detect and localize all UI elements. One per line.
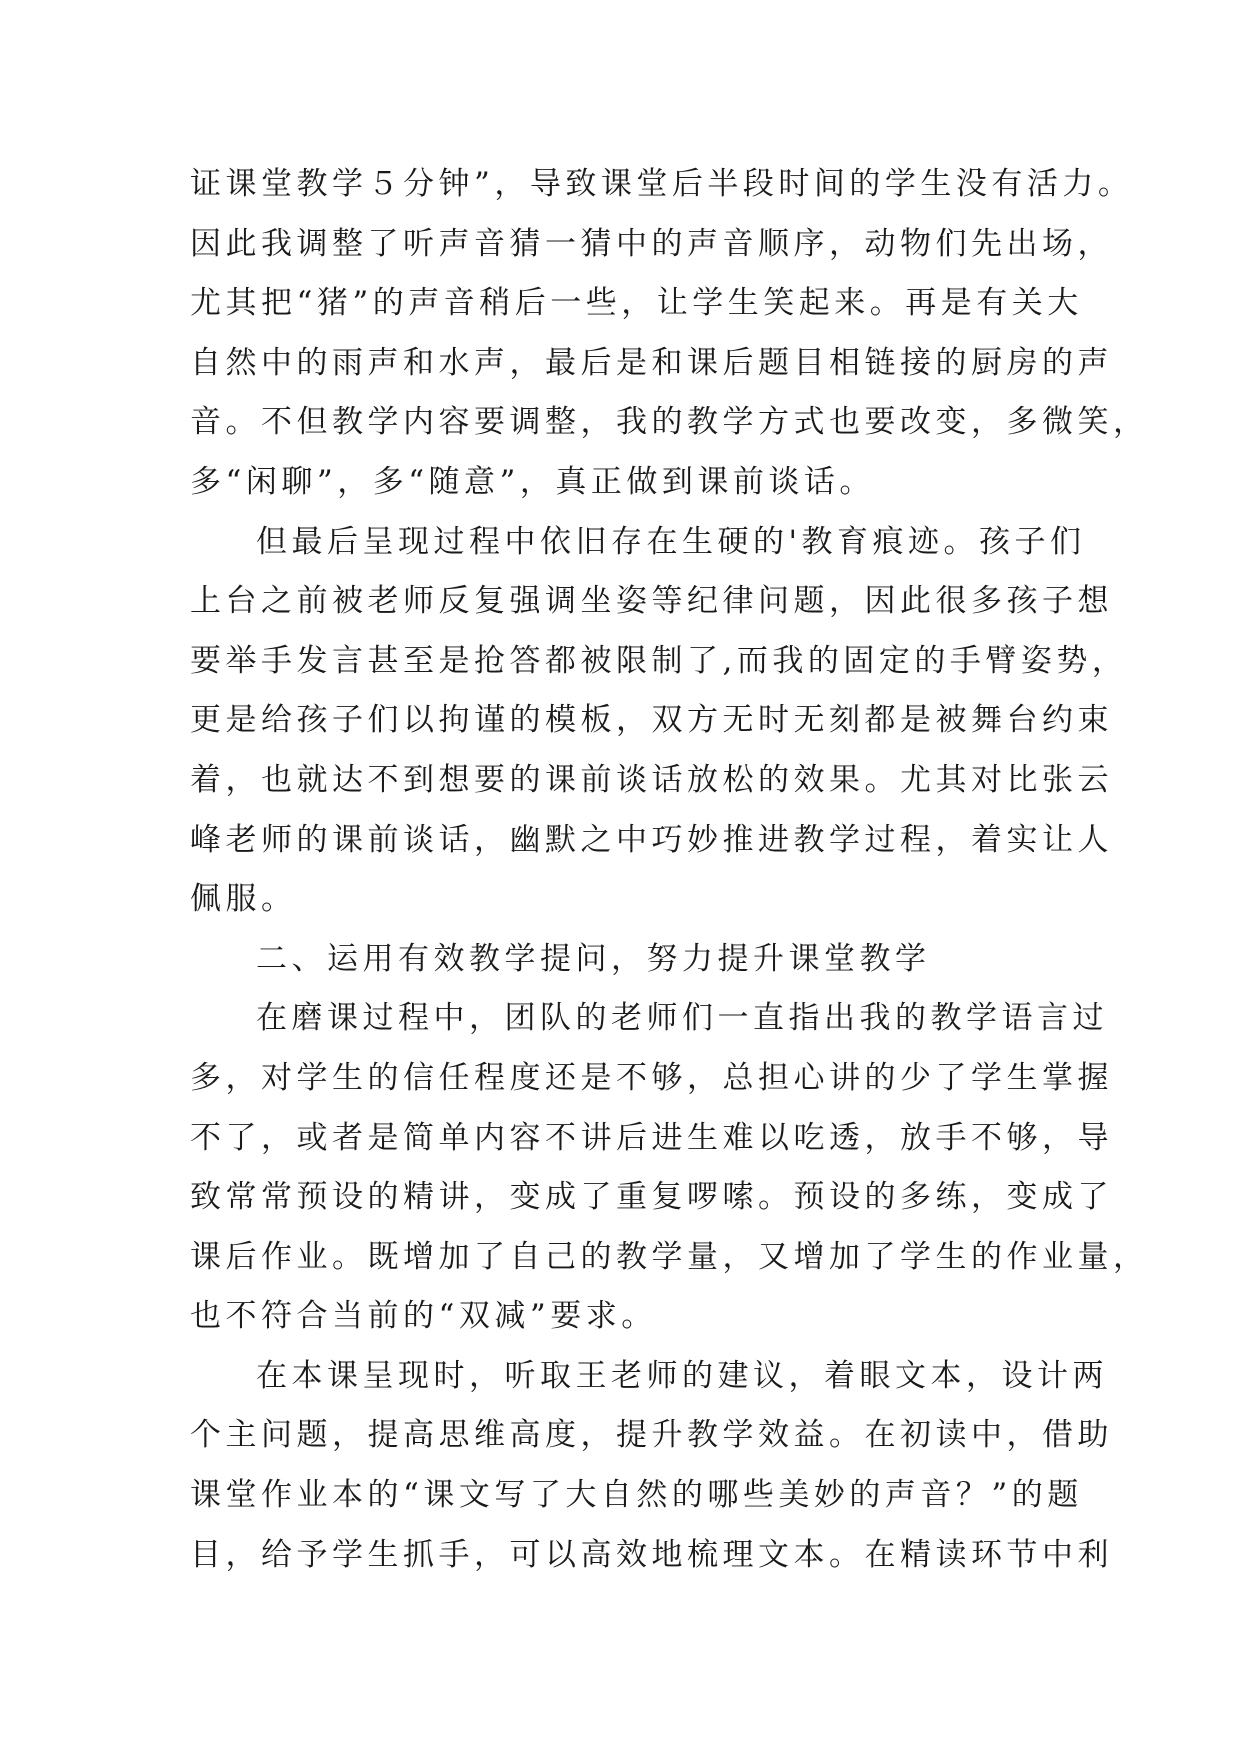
text-line: 但最后呈现过程中依旧存在生硬的'教育痕迹。孩子们 [256, 523, 1086, 560]
text-line: 在磨课过程中，团队的老师们一直指出我的教学语言过 [256, 1000, 1108, 1037]
text-line: 要举手发言甚至是抢答都被限制了,而我的固定的手臂姿势， [190, 642, 1128, 679]
text-line: 致常常预设的精讲，变成了重复啰嗦。预设的多练，变成了 [190, 1179, 1113, 1216]
text-line: 上台之前被老师反复强调坐姿等纪律问题，因此很多孩子想 [190, 583, 1113, 620]
paragraph [190, 989, 1149, 1347]
text-line: 尤其把“猪”的声音稍后一些，让学生笑起来。再是有关大 [190, 285, 1083, 322]
paragraph [190, 930, 1060, 990]
text-line: 课后作业。既增加了自己的教学量，又增加了学生的作业量， [190, 1238, 1149, 1275]
paragraph [190, 155, 1149, 513]
text-line: 峰老师的课前谈话，幽默之中巧妙推进教学过程，着实让人 [190, 821, 1113, 858]
text-line: 多“闲聊”，多“随意”，真正做到课前谈话。 [190, 463, 875, 500]
text-line: 目，给予学生抓手，可以高效地梳理文本。在精读环节中利 [190, 1536, 1113, 1573]
text-line: 二、运用有效教学提问，努力提升课堂教学 [256, 940, 931, 977]
text-line: 也不符合当前的“双减”要求。 [190, 1298, 657, 1335]
text-line: 因此我调整了听声音猜一猜中的声音顺序，动物们先出场， [190, 225, 1113, 262]
text-line: 佩服。 [190, 881, 297, 918]
text-line: 多，对学生的信任程度还是不够，总担心讲的少了学生掌握 [190, 1059, 1113, 1096]
text-line: 个主问题，提高思维高度，提升教学效益。在初读中，借助 [190, 1417, 1113, 1454]
text-line: 在本课呈现时，听取王老师的建议，着眼文本，设计两 [256, 1357, 1108, 1394]
text-line: 不了，或者是简单内容不讲后进生难以吃透，放手不够，导 [190, 1119, 1113, 1156]
paragraph [190, 513, 1128, 930]
document-body [190, 155, 1149, 1585]
text-line: 证课堂教学５分钟”，导致课堂后半段时间的学生没有活力。 [190, 166, 1134, 202]
text-line: 自然中的雨声和水声，最后是和课后题目相链接的厨房的声 [190, 344, 1113, 381]
text-line: 音。不但教学内容要调整，我的教学方式也要改变，多微笑， [190, 404, 1149, 441]
text-line: 着，也就达不到想要的课前谈话放松的效果。尤其对比张云 [190, 761, 1113, 798]
text-line: 课堂作业本的“课文写了大自然的哪些美妙的声音？”的题 [190, 1477, 1083, 1514]
paragraph [190, 1347, 1113, 1585]
text-line: 更是给孩子们以拘谨的模板，双方无时无刻都是被舞台约束 [190, 702, 1113, 739]
